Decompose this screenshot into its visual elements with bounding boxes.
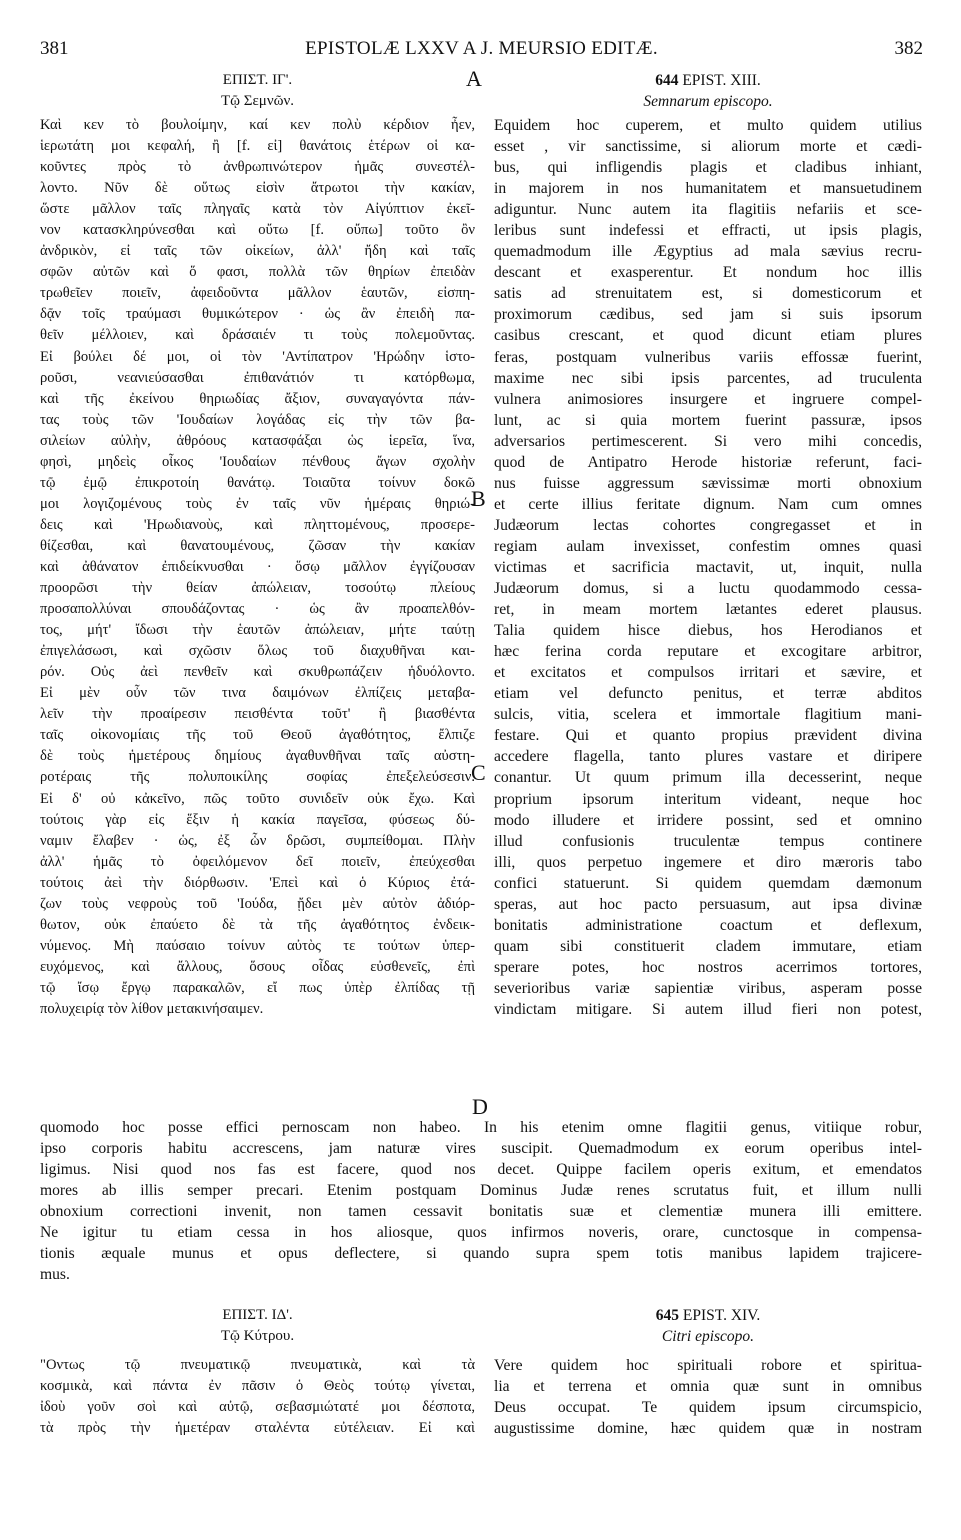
greek-text-line: ὥστε μᾶλλον ταῖς πληγαῖς κατὰ τὸν Αἰγύπτιον ἐκεῖ-	[40, 201, 475, 218]
greek-text-line: ζων τοὺς νεφροὺς τοῦ 'Ιούδα, ᾔδει μὲν αὐτὸν ἀδιόρ-	[40, 895, 475, 912]
latin-text-line: quemadmodum ille Ægyptius ad mala sævius recru-	[494, 243, 922, 261]
latin-full-width-continuation	[40, 1117, 922, 1285]
latin-text-line: et certe illius feritate dignum. Nam cum omnes	[494, 495, 922, 513]
greek-text-line: Εἰ δ' οὐ κἀκεῖνο, πῶς τοῦτο συνιδεῖν οὐκ ἔχω. Καὶ	[40, 790, 475, 807]
latin-text-line: adiguntur. Nunc autem ita flagitiis nefariis et sce-	[494, 201, 922, 219]
margin-letter-c: C	[471, 760, 486, 785]
greek-text-line: δὲ τοὺς ἡμετέρους δημίους ἀγαθυνθῆναι ταῖς αὐστη-	[40, 748, 475, 765]
greek-text-line: σφῶν αὐτῶν καὶ ὅ φασι, πολλὰ τῶν θηρίων ἐπειδὰν	[40, 264, 475, 281]
latin-text-line: mores ab illis semper precari. Etenim postquam Dominus Judæ renes scrutatus fuit, et illum nulli	[40, 1182, 922, 1200]
latin-text-line: speras, aut hoc pacto persuasum, aut ipsa divinæ	[494, 895, 922, 913]
latin-text-line: lunt, ac si quia mortem fuerint passuræ, ipsos	[494, 411, 922, 429]
margin-letter-b: B	[471, 486, 486, 511]
greek-text-line: ευχόμενος, καὶ ἄλλους, ὅσους οἶδας εὐσθενεῖς, ἐπὶ	[40, 958, 475, 975]
greek-text-line: φησὶ, μηδεὶς οἶκος 'Ιουδαίων πένθους ἄγων σχολὴν	[40, 453, 475, 470]
running-header	[40, 38, 923, 62]
latin-text-line: quod de Antipatro Herode historiæ referunt, faci-	[494, 453, 922, 471]
latin-text-line: leribus sunt indefessi et effracti, ut ipsis plagis,	[494, 222, 922, 240]
greek-text-line: ἱερωτάτη μοι κεφαλή, ἢ [f. εἰ] θανάτοις ἑτέρων οἱ κα-	[40, 138, 475, 155]
greek-letter-number: ΕΠΙΣΤ. ΙΓ'.	[222, 72, 293, 88]
greek-text-line: προσαπολλύναι σπουδάζοντας · ὡς ἂν προαπελθόν-	[40, 601, 475, 618]
latin-column-1	[494, 115, 922, 1020]
latin-text-line: illi, quos perpetuo ingemere et diro mæroris tabo	[494, 853, 922, 871]
running-title: EPISTOLÆ LXXV A J. MEURSIO EDITÆ.	[305, 38, 658, 59]
latin-text-line: augustissime domine, hæc quidem quæ in nostram	[494, 1420, 922, 1438]
greek-text-line: τῷ ἴσῳ ἔργῳ παρακαλῶν, εἴ πως ὑπὲρ ἐλπίδας τῇ	[40, 979, 475, 996]
latin-heading-2	[494, 1305, 922, 1347]
greek-text-line: ἰδοὺ γοῦν σοὶ καὶ αὐτῷ, σεβασμιώτατέ μοι δέσποτα,	[40, 1399, 475, 1416]
greek-text-line: τας τοὺς τῶν 'Ιουδαίων λογάδας εἰς τὴν τῶν βα-	[40, 411, 475, 428]
greek-text-line: κοῦντες πρὸς τὸ ἀνθρωπινώτερον ἡμᾶς συνεστέλ-	[40, 159, 475, 176]
page-number-right: 382	[894, 38, 923, 59]
greek-heading-2	[40, 1305, 475, 1347]
latin-column-2	[494, 1355, 922, 1439]
greek-text-line: τὰ πρὸς τὴν ἡμετέραν σταλέντα εὐτέλειαν. Εἰ καὶ	[40, 1420, 475, 1437]
latin-text-line: esset , vir sanctissime, si aliorum morte et cædi-	[494, 138, 922, 156]
greek-text-line: θεῖν μέλλοιεν, καὶ δράσαιέν τι τοὺς πολεμοῦντας.	[40, 327, 475, 344]
greek-text-line: Εἰ βούλει δέ μοι, οἱ τὸν 'Αντίπατρον 'Ηρώδην ἱστο-	[40, 348, 475, 365]
latin-text-line: maxime nec sibi ipsis parcentes, ad truculenta	[494, 369, 922, 387]
greek-text-line: θίζεσθαι, καὶ θανατουμένους, ζῶσαν τὴν κακίαν	[40, 537, 475, 554]
greek-text-line: θωτον, οὐκ ἐπαύετο δὲ τὰ τῆς ἀγαθότητος ἐνδεικ-	[40, 916, 475, 933]
page-number-left: 381	[40, 38, 69, 59]
greek-text-line: τούτοις γὰρ εἰς ἕξιν ἡ κακία παγεῖσα, φύσεως δύ-	[40, 811, 475, 828]
latin-text-line: descant et exasperentur. Et nondum hoc illis	[494, 264, 922, 282]
latin-column-number: 644	[655, 72, 679, 89]
latin-text-line: conantur. Ut quum primum illa decesserint, neque	[494, 769, 922, 787]
latin-text-line: Deus occupat. Te quidem ipsum circumspicio,	[494, 1399, 922, 1417]
latin-letter-recipient: Semnarum episcopo.	[643, 93, 773, 111]
greek-text-line: νον κατασκληρύνεσθαι καὶ οὔτω [f. οὔπω] τοῦτο ὂν	[40, 222, 475, 239]
greek-text-line: δᾷν τοῖς τραύμασι θυμικώτερον · ὡς ἂν ἐπειδὴ πα-	[40, 306, 475, 323]
greek-text-line: ροτέραις τῆς πολυποικίλης σοφίας ἐπεξελεύσεσιν.	[40, 769, 475, 786]
latin-letter-number: EPIST. XIV.	[682, 1307, 761, 1324]
greek-text-line: νύμενος. Μὴ παύσαιο τοίνυν αὐτὸς τε τούτων ὑπερ-	[40, 937, 475, 954]
latin-text-line: Ne igitur tu etiam cessa in hos aliosque, quos infirmos noveris, orare, cunctosque in compensa-	[40, 1224, 922, 1242]
latin-text-line: Judæorum lectas cohortes congregasset et in	[494, 516, 922, 534]
latin-text-line: accedere flagella, tanto plures vastare et diripere	[494, 748, 922, 766]
greek-text-line: καὶ ἀθάνατον ἐπιδείκνυσθαι · ὅσῳ μᾶλλον ἐγγίζουσαν	[40, 558, 475, 575]
latin-text-line: illud confusionis truculentæ tempus continere	[494, 832, 922, 850]
greek-text-line: λεῖν τὴν προαίρεσιν πεισθέντα τοῦτ' ἢ βιασθέντα	[40, 706, 475, 723]
greek-text-line: ἀνδρικὸν, εἰ ταῖς τῶν οἰκείων, ἀλλ' ἤδη καὶ ταῖς	[40, 243, 475, 260]
latin-text-line: mus.	[40, 1266, 70, 1284]
greek-text-line: ταῖς οἰκονομίαις τῆς τοῦ Θεοῦ ἀγαθότητος, ἔλπιζε	[40, 727, 475, 744]
greek-text-line: ρόν. Οὐς ἀεὶ πενθεῖν καὶ σκυθρωπάζειν ἡδυόλοντο.	[40, 664, 475, 681]
greek-text-line: ἀλλ' ἡμᾶς τὸ ὀφειλόμενον δεῖ ποιεῖν, ἐπεύχεσθαι	[40, 853, 475, 870]
greek-text-line: σιλείων αὐλὴν, ἀθρόους κατασφάξαι ὡς ἱερεῖα, ἵνα,	[40, 432, 475, 449]
greek-letter-recipient: Τῷ Κύτρου.	[220, 1328, 295, 1345]
greek-text-line: δεις καὶ 'Ηρωδιανοὺς, καὶ πληττομένους, προσερε-	[40, 516, 475, 533]
latin-text-line: ipso corporis habitu accrescens, jam naturæ vires suscipit. Quemadmodum ex eorum operibus intel-	[40, 1140, 922, 1158]
latin-text-line: quam sibi constituerit cladem immutare, etiam	[494, 937, 922, 955]
margin-letter-d: D	[472, 1094, 488, 1119]
latin-text-line: et excitatos et compulsos irritari et sævire, et	[494, 664, 922, 682]
latin-text-line: sulcis, vitia, scelera et immortale flagitium mani-	[494, 706, 922, 724]
greek-text-line: ἐπιγελάσωσι, καὶ σχῶσιν ὅλως τοῦ διαχυθῆναι και-	[40, 643, 475, 660]
latin-text-line: lia et terrena et omnia quæ sunt in omnibus	[494, 1378, 922, 1396]
latin-text-line: obnoxium correctioni invenit, non tamen cessavit bonitatis suæ et clementiæ munera illi emittere.	[40, 1203, 922, 1221]
greek-text-line: μοι λογιζομένους τοὺς ἐν ταῖς νῦν ἡμέραις θηριώ-	[40, 495, 475, 512]
greek-text-line: πολυχειρίᾳ τὸν λίθον μετακινήσαιμεν.	[40, 1000, 264, 1017]
latin-text-line: vulnera animosiores insurgere et ingruere compel-	[494, 390, 922, 408]
latin-text-line: Equidem hoc cuperem, et multo quidem utilius	[494, 117, 922, 134]
margin-letter-a: A	[466, 66, 482, 91]
latin-text-line: casibus crescant, et quod dicunt etiam plures	[494, 327, 922, 345]
greek-text-line: τρωθεῖεν ποιεῖν, ἀφειδοῦντα μᾶλλον ἑαυτῶν, εἰσπη-	[40, 285, 475, 302]
greek-text-line: τούτοις ἀεὶ τὴν διόρθωσιν. 'Επεὶ καὶ ὁ Κύριος ἐτά-	[40, 874, 475, 891]
greek-text-line: κοσμικὰ, καὶ πάντα ἐν πᾶσιν ὁ Θεὸς τούτῳ γίνεται,	[40, 1378, 475, 1395]
latin-text-line: festare. Qui et quanto propius prævident divina	[494, 727, 922, 745]
greek-text-line: καὶ τῆς ἐκείνου θηριωδίας ἄξιον, συναγαγόντα πάν-	[40, 390, 475, 407]
latin-text-line: sperare potes, hoc nostros acerrimos tortores,	[494, 958, 922, 976]
greek-text-line: λοντο. Νῦν δὲ οὕτως εἰσὶν ἄτρωτοι τὴν κακίαν,	[40, 180, 475, 197]
latin-text-line: bonitatis administratione coactum et deflexum,	[494, 916, 922, 934]
latin-heading-1	[494, 70, 922, 112]
greek-text-line: προορῶσι τὴν θείαν ἀπώλειαν, τοσούτῳ πλείους	[40, 580, 475, 597]
latin-text-line: satis ad strenuitatem est, si domesticorum et	[494, 285, 922, 303]
latin-text-line: Talia quidem hisce diebus, hos Herodianos et	[494, 622, 922, 640]
latin-text-line: proximorum cædibus, sed jam si suis ipsorum	[494, 306, 922, 324]
greek-text-line: ροῦσι, νεανιεύσασθαι ἐπιθανάτιόν τι κατόρθωμα,	[40, 369, 475, 386]
latin-text-line: ret, in meam mortem lætantes ederet plausus.	[494, 601, 922, 619]
latin-text-line: vindictam mitigare. Si autem illud fieri non potest,	[494, 1000, 922, 1018]
latin-text-line: confici statuerunt. Si quidem quemdam dæmonum	[494, 874, 922, 892]
greek-column-1	[40, 115, 475, 1020]
latin-text-line: Judæorum domus, si a luctu quodammodo cessa-	[494, 580, 922, 598]
greek-heading-1	[40, 70, 475, 112]
greek-text-line: τῷ ἐμῷ ἐπικροτοίη θανάτῳ. Τοιαῦτα τοίνυν δοκῶ	[40, 474, 475, 491]
greek-text-line: τος, μήτ' ἴδωσι τὴν ἑαυτῶν ἀπώλειαν, μήτε ταύτῃ	[40, 622, 475, 639]
latin-text-line: hæc ferina corda reputare et excogitare arbitror,	[494, 643, 922, 661]
greek-letter-recipient: Τῷ Σεμνῶν.	[220, 93, 295, 110]
greek-text-line: "Οντως τῷ πνευματικῷ πνευματικὰ, καὶ τὰ	[40, 1357, 475, 1373]
latin-letter-recipient: Citri episcopo.	[661, 1328, 755, 1346]
greek-text-line: ναμιν ἔλαβεν · ὡς, ἐξ ὧν δρῶσι, συμπείθομαι. Πλὴν	[40, 832, 475, 849]
latin-text-line: severioribus variæ sapientiæ viribus, asperam posse	[494, 979, 922, 997]
greek-text-line: Εἰ μὲν οὖν τῶν τινα δαιμόνων ἐλπίζεις μεταβα-	[40, 685, 475, 702]
latin-text-line: etiam vel defuncto penitus, et terræ abditos	[494, 685, 922, 703]
greek-letter-number: ΕΠΙΣΤ. ΙΔ'.	[222, 1307, 293, 1323]
latin-text-line: Vere quidem hoc spirituali robore et spiritua-	[494, 1357, 922, 1374]
latin-column-number: 645	[655, 1307, 679, 1324]
latin-letter-number: EPIST. XIII.	[682, 72, 761, 89]
latin-text-line: ligimus. Nisi quod nos fas est facere, quod nos decet. Quippe facilem operis exitum, et emendatos	[40, 1161, 922, 1179]
latin-text-line: quomodo hoc posse effici pernoscam non habeo. In his etenim omne flagitii genus, vitiique robur,	[40, 1119, 922, 1136]
latin-text-line: nus fuisse aggressum sævissimæ morti obnoxium	[494, 474, 922, 492]
latin-text-line: feras, postquam vulneribus variis effossæ fuerint,	[494, 348, 922, 366]
latin-text-line: bus, qui infligendis plagis et cladibus inhiant,	[494, 159, 922, 177]
latin-text-line: tionis æquale munus et opus deflectere, si quando supra spem totis manibus lapidem trajicere-	[40, 1245, 922, 1263]
latin-text-line: modo illudere et irridere possint, sed et omnino	[494, 811, 922, 829]
latin-text-line: adversarios pertimescerent. Si vero mihi concedis,	[494, 432, 922, 450]
greek-column-2	[40, 1355, 475, 1439]
latin-text-line: proprium ipsorum interitum videant, neque hoc	[494, 790, 922, 808]
latin-text-line: victimas et sacrificia mactavit, ut, inquit, nulla	[494, 558, 922, 576]
greek-text-line: Καὶ κεν τὸ βουλοίμην, καί κεν πολὺ κέρδιον ἦεν,	[40, 117, 475, 133]
latin-text-line: in majorem in nos humanitatem et mansuetudinem	[494, 180, 922, 198]
latin-text-line: regiam aulam invexisset, confestim omnes quasi	[494, 537, 922, 555]
